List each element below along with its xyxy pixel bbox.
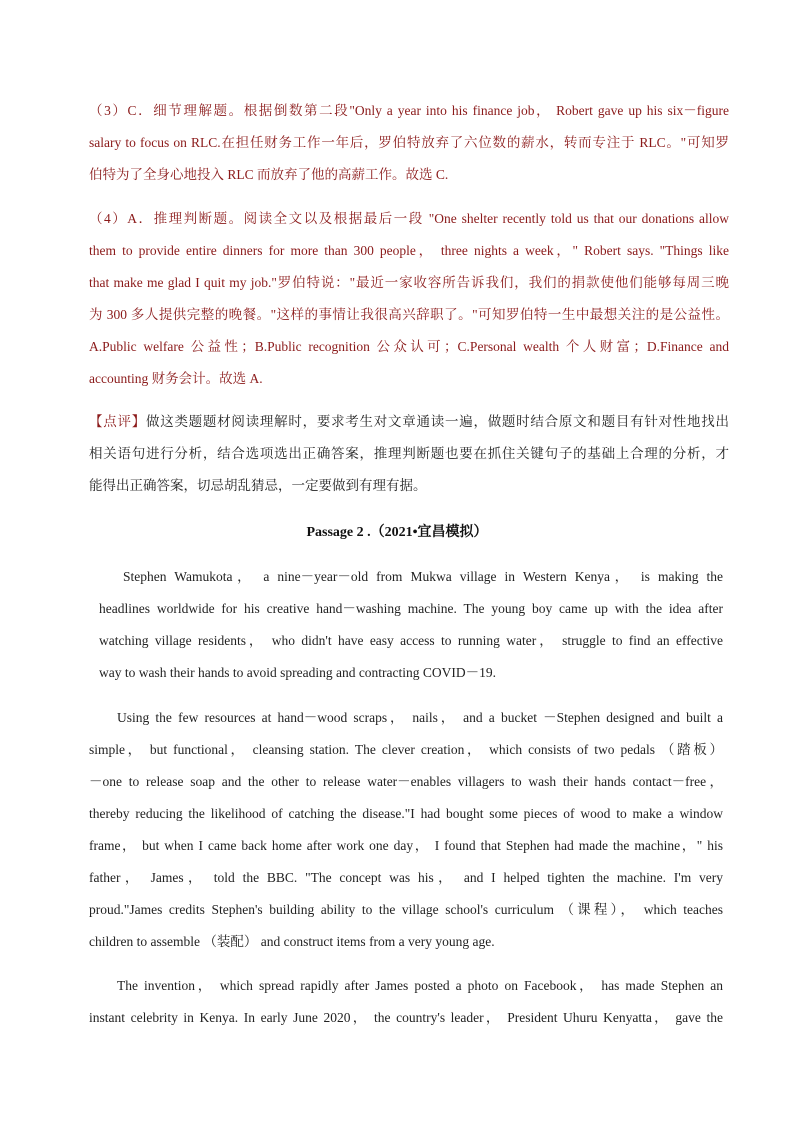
paragraph-line: simple， but functional， cleansing station. The clever creation， which consists of two pedals （踏板） xyxy=(89,742,723,757)
paragraph-line: thereby reducing the likelihood of catching the disease."I had bought some pieces of wood to make a window xyxy=(89,806,723,821)
paragraph-line: father， James， told the BBC. "The concept was his， and I helped tighten the machine. I'm very xyxy=(89,870,723,885)
comment-paragraph xyxy=(89,406,729,502)
paragraph-line: －one to release soap and the other to release water－enables villagers to wash their hands contact－free， xyxy=(89,774,723,789)
explanation-line: （4）A．推理判断题。阅读全文以及根据最后一段 "One shelter recently told us that our donations allow xyxy=(89,211,729,226)
explanation-line: 为 300 多人提供完整的晚餐。"这样的事情让我很高兴辞职了。"可知罗伯特一生中最想关注的是公益性。 xyxy=(89,307,729,322)
paragraph-line: Stephen Wamukota， a nine－year－old from Mukwa village in Western Kenya， is making the xyxy=(123,569,723,584)
comment-line xyxy=(89,406,729,438)
explanation-item-3 xyxy=(89,95,729,191)
explanation-line: that make me glad I quit my job."罗伯特说："最近一家收容所告诉我们，我们的捐款使他们能够每周三晚 xyxy=(89,275,729,290)
explanation-line: A.Public welfare 公益性；B.Public recognition 公众认可；C.Personal wealth 个人财富；D.Finance and xyxy=(89,339,729,354)
explanation-line: them to provide entire dinners for more than 300 people， three nights a week，" Robert says. "Things like xyxy=(89,243,729,258)
comment-tag: 【点评】 xyxy=(89,414,146,429)
paragraph-line: headlines worldwide for his creative hand－washing machine. The young boy came up with the idea after xyxy=(99,601,723,616)
comment-line: 相关语句进行分析，结合选项选出正确答案，推理判断题也要在抓住关键句子的基础上合理的分析，才 xyxy=(89,446,729,461)
explanation-item-4 xyxy=(89,203,729,395)
paragraph-line: instant celebrity in Kenya. In early June 2020， the country's leader， President Uhuru Kenyatta， gave the xyxy=(89,1010,723,1025)
explanation-line: （3）C．细节理解题。根据倒数第二段"Only a year into his finance job， Robert gave up his six－figure xyxy=(89,103,729,118)
comment-text: 做这类题题材阅读理解时，要求考生对文章通读一遍，做题时结合原文和题目有针对性地找出 xyxy=(145,414,730,429)
passage-title: Passage 2 .（2021•宜昌模拟） xyxy=(306,525,488,540)
paragraph-line: frame， but when I came back home after work one day， I found that Stephen had made the machine，" his xyxy=(89,838,723,853)
paragraph-line: children to assemble （装配） and construct items from a very young age. xyxy=(89,934,495,949)
paragraph-line: The invention， which spread rapidly after James posted a photo on Facebook， has made Stephen an xyxy=(117,978,723,993)
paragraph-line: way to wash their hands to avoid spreading and contracting COVID－19. xyxy=(99,665,497,680)
paragraph-line: Using the few resources at hand－wood scraps， nails， and a bucket －Stephen designed and built a xyxy=(117,710,723,725)
passage-paragraph-3 xyxy=(89,970,723,1034)
paragraph-line: proud."James credits Stephen's building ability to the village school's curriculum （课程）， which teaches xyxy=(89,902,723,917)
explanation-line: salary to focus on RLC.在担任财务工作一年后，罗伯特放弃了六位数的薪水，转而专注于 RLC。"可知罗 xyxy=(89,135,729,150)
explanation-line: 伯特为了全身心地投入 RLC 而放弃了他的高薪工作。故选 C. xyxy=(89,167,449,182)
paragraph-line: watching village residents， who didn't have easy access to running water， struggle to find an effective xyxy=(99,633,723,648)
passage-paragraph-1 xyxy=(99,561,723,689)
passage-paragraph-2 xyxy=(89,702,723,958)
explanation-line: accounting 财务会计。故选 A. xyxy=(89,371,263,386)
comment-line: 能得出正确答案，切忌胡乱猜忌，一定要做到有理有据。 xyxy=(89,478,427,493)
